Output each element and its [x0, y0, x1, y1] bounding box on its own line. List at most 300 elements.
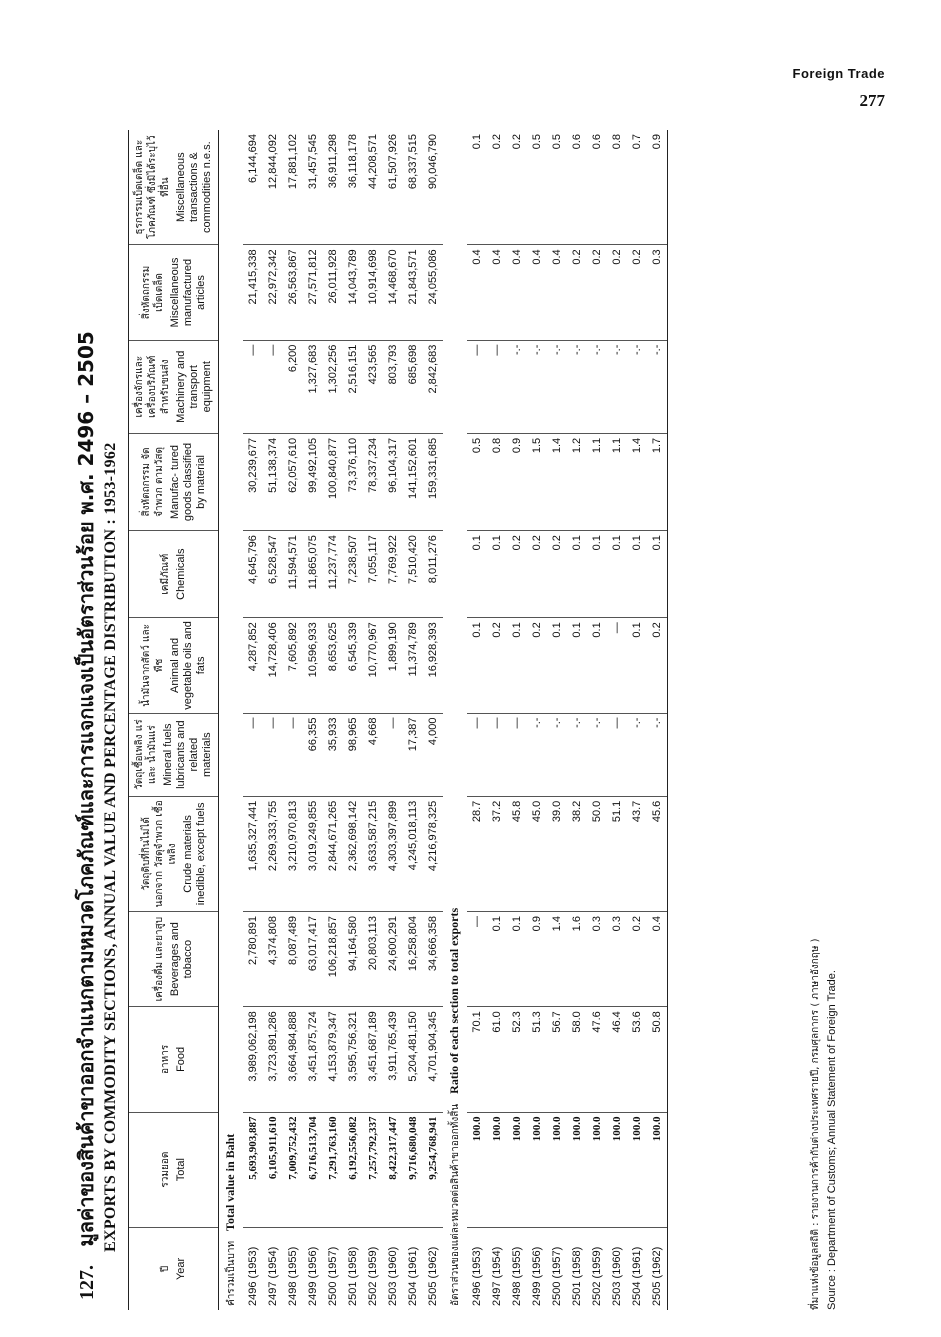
value-cell: 2,269,333,755	[263, 796, 283, 911]
value-cell: -.-	[507, 340, 527, 433]
value-cell: 36,118,178	[343, 130, 363, 245]
table-body	[219, 130, 668, 1310]
value-cell: 3,723,891,286	[263, 1007, 283, 1112]
value-cell: 0.2	[647, 618, 668, 713]
column-header	[129, 796, 219, 911]
section-caption-english: Total value in Baht	[223, 1133, 237, 1231]
table-title	[70, 120, 120, 1300]
value-cell: 0.4	[507, 245, 527, 340]
table-row	[323, 130, 343, 1310]
total-cell: 6,105,911,610	[263, 1112, 283, 1227]
value-cell: —	[283, 713, 303, 796]
value-cell: 24,055,086	[423, 245, 443, 340]
value-cell: 61,507,926	[383, 130, 403, 245]
value-cell: 0.1	[467, 618, 487, 713]
value-cell: 20,803,113	[363, 912, 383, 1007]
value-cell: 37.2	[487, 796, 507, 911]
value-cell: 0.2	[607, 245, 627, 340]
year-cell: 2500 (1957)	[327, 1246, 339, 1306]
value-cell: 50.0	[587, 796, 607, 911]
value-cell: 8,087,489	[283, 912, 303, 1007]
value-cell: 0.6	[587, 130, 607, 245]
value-cell: 3,019,249,855	[303, 796, 323, 911]
value-cell: 7,605,892	[283, 618, 303, 713]
value-cell: 12,844,092	[263, 130, 283, 245]
table-row	[363, 130, 383, 1310]
total-cell: 100.0	[607, 1112, 627, 1227]
table-row	[303, 130, 323, 1310]
total-cell: 9,254,768,941	[423, 1112, 443, 1227]
total-cell: 7,009,752,432	[283, 1112, 303, 1227]
running-section-title: Foreign Trade	[792, 66, 885, 81]
section-caption	[219, 130, 244, 1310]
table-row	[467, 130, 487, 1310]
year-cell: 2502 (1959)	[591, 1246, 603, 1306]
value-cell: -.-	[627, 713, 647, 796]
value-cell: 21,843,571	[403, 245, 423, 340]
total-cell: 7,291,763,160	[323, 1112, 343, 1227]
value-cell: 14,468,670	[383, 245, 403, 340]
value-cell: 6,528,547	[263, 531, 283, 618]
value-cell: 56.7	[547, 1007, 567, 1112]
value-cell: 27,571,812	[303, 245, 323, 340]
value-cell: 0.8	[607, 130, 627, 245]
column-header	[129, 1227, 219, 1310]
ratio-section-row	[443, 130, 467, 1310]
column-header	[129, 433, 219, 530]
year-cell: 2498 (1955)	[287, 1246, 299, 1306]
value-cell: -.-	[587, 340, 607, 433]
value-cell: —	[243, 340, 263, 433]
year-cell: 2505 (1962)	[647, 1227, 668, 1310]
value-cell: 1.4	[627, 433, 647, 530]
value-cell: 1.6	[567, 912, 587, 1007]
total-cell: 100.0	[547, 1112, 567, 1227]
total-cell: 100.0	[467, 1112, 487, 1227]
value-cell: 14,728,406	[263, 618, 283, 713]
value-cell: -.-	[567, 713, 587, 796]
column-header-english: Chemicals	[175, 548, 187, 600]
value-cell: 99,492,105	[303, 433, 323, 530]
column-header-english: Mineral fuels lubricants and related materials	[162, 720, 213, 789]
value-cell: 50.8	[647, 1007, 668, 1112]
value-cell: -.-	[527, 713, 547, 796]
value-cell: 0.2	[487, 618, 507, 713]
column-header-english: Miscellaneous manufactured articles	[168, 257, 207, 328]
value-cell: 6,200	[283, 340, 303, 433]
value-cell: 68,337,515	[403, 130, 423, 245]
column-header-thai: รวมยอด	[160, 1151, 171, 1188]
value-cell: 4,668	[363, 713, 383, 796]
value-cell: 0.2	[527, 618, 547, 713]
value-cell: 3,664,984,888	[283, 1007, 303, 1112]
value-cell: 0.2	[627, 245, 647, 340]
value-cell: -.-	[647, 713, 668, 796]
total-cell: 6,716,513,704	[303, 1112, 323, 1227]
column-header-english: Miscellaneous transactions & commodities n.e.s.	[175, 141, 213, 234]
section-caption-english: Ratio of each section to total exports	[447, 907, 461, 1094]
value-cell: 34,666,358	[423, 912, 443, 1007]
value-cell: 51.1	[607, 796, 627, 911]
value-cell: 0.8	[487, 433, 507, 530]
total-cell: 100.0	[507, 1112, 527, 1227]
year-cell: 2498 (1955)	[511, 1246, 523, 1306]
total-cell: 5,693,903,887	[243, 1112, 263, 1227]
value-cell: 0.4	[467, 245, 487, 340]
title-english: EXPORTS BY COMMODITY SECTIONS, ANNUAL VALUE AND PERCENTAGE DISTRIBUTION : 1953-1962	[102, 442, 119, 1252]
value-cell: —	[467, 340, 487, 433]
value-cell: 2,844,671,265	[323, 796, 343, 911]
value-cell: —	[607, 713, 627, 796]
value-cell: 45.8	[507, 796, 527, 911]
value-cell: —	[263, 713, 283, 796]
value-cell: 58.0	[567, 1007, 587, 1112]
table-row	[383, 130, 403, 1310]
value-cell: 4,216,978,325	[423, 796, 443, 911]
value-cell: 6,545,339	[343, 618, 363, 713]
year-cell: 2503 (1960)	[387, 1246, 399, 1306]
value-cell: 4,701,904,345	[423, 1007, 443, 1112]
value-cell: 6,144,694	[243, 130, 263, 245]
value-cell: 0.1	[547, 618, 567, 713]
year-cell: 2501 (1958)	[347, 1246, 359, 1306]
value-cell: 11,237,774	[323, 531, 343, 618]
value-cell: 0.4	[487, 245, 507, 340]
value-cell: 52.3	[507, 1007, 527, 1112]
value-cell: -.-	[547, 713, 567, 796]
column-header-thai: อาหาร	[160, 1044, 171, 1074]
value-cell: -.-	[547, 340, 567, 433]
value-cell: —	[507, 713, 527, 796]
table-row	[263, 130, 283, 1310]
value-cell: 0.1	[467, 130, 487, 245]
column-header	[129, 245, 219, 340]
column-header-thai: เครื่องดื่ม และยาสูบ	[153, 916, 165, 1002]
value-cell: 7,510,420	[403, 531, 423, 618]
value-cell: 94,164,580	[343, 912, 363, 1007]
exports-table	[128, 130, 668, 1310]
value-cell: 1,635,327,441	[243, 796, 263, 911]
value-cell: 0.1	[507, 912, 527, 1007]
value-cell: 51,138,374	[263, 433, 283, 530]
value-cell: 11,594,571	[283, 531, 303, 618]
source-note	[808, 938, 840, 1310]
value-cell: 36,911,298	[323, 130, 343, 245]
value-cell: 73,376,110	[343, 433, 363, 530]
value-cell: 90,046,790	[423, 130, 443, 245]
value-cell: 31,457,545	[303, 130, 323, 245]
value-cell: 141,152,601	[403, 433, 423, 530]
value-cell: 0.3	[647, 245, 668, 340]
year-cell: 2499 (1956)	[531, 1246, 543, 1306]
value-cell: 38.2	[567, 796, 587, 911]
value-cell: 3,633,587,215	[363, 796, 383, 911]
value-cell: 61.0	[487, 1007, 507, 1112]
value-cell: 1.4	[547, 433, 567, 530]
value-cell: —	[243, 713, 263, 796]
total-cell: 7,257,792,337	[363, 1112, 383, 1227]
value-cell: 0.1	[487, 531, 507, 618]
value-cell: 62,057,610	[283, 433, 303, 530]
value-cell: 2,516,151	[343, 340, 363, 433]
value-cell: 16,928,393	[423, 618, 443, 713]
value-cell: 1.1	[587, 433, 607, 530]
value-cell: 10,770,967	[363, 618, 383, 713]
value-cell: 17,387	[403, 713, 423, 796]
column-header	[129, 713, 219, 796]
value-cell: 1.1	[607, 433, 627, 530]
value-cell: 45.0	[527, 796, 547, 911]
value-cell: 2,362,698,142	[343, 796, 363, 911]
value-cell: 3,595,756,321	[343, 1007, 363, 1112]
table-row	[403, 130, 423, 1310]
value-cell: 3,210,970,813	[283, 796, 303, 911]
value-cell: 4,000	[423, 713, 443, 796]
total-cell: 100.0	[527, 1112, 547, 1227]
year-cell: 2503 (1960)	[611, 1246, 623, 1306]
value-cell: 0.2	[567, 245, 587, 340]
column-header	[129, 340, 219, 433]
column-header	[129, 1007, 219, 1112]
column-header	[129, 618, 219, 713]
value-cell: -.-	[527, 340, 547, 433]
value-cell: 45.6	[647, 796, 668, 911]
value-section-row	[219, 130, 244, 1310]
year-cell: 2504 (1961)	[631, 1246, 643, 1306]
value-cell: 2,780,891	[243, 912, 263, 1007]
year-cell: 2504 (1961)	[407, 1246, 419, 1306]
column-header-english: Food	[175, 1046, 187, 1072]
value-cell: 10,596,933	[303, 618, 323, 713]
total-cell: 9,716,680,048	[403, 1112, 423, 1227]
table-row	[243, 130, 263, 1310]
value-cell: 78,337,234	[363, 433, 383, 530]
value-cell: 10,914,698	[363, 245, 383, 340]
column-header	[129, 912, 219, 1007]
value-cell: 4,245,018,113	[403, 796, 423, 911]
total-cell: 6,192,556,082	[343, 1112, 363, 1227]
value-cell: 0.4	[547, 245, 567, 340]
value-cell: —	[467, 713, 487, 796]
value-cell: 0.2	[587, 245, 607, 340]
column-header-english: Machinery and transport equipment	[175, 350, 213, 423]
column-header	[129, 531, 219, 618]
value-cell: 1,899,190	[383, 618, 403, 713]
value-cell: 35,933	[323, 713, 343, 796]
value-cell: 5,204,481,150	[403, 1007, 423, 1112]
value-cell: 16,258,804	[403, 912, 423, 1007]
column-header-english: Crude materials inedible, except fuels	[181, 802, 207, 906]
value-cell: 28.7	[467, 796, 487, 911]
column-header-thai: เคมีภัณฑ์	[160, 553, 171, 595]
total-cell: 100.0	[647, 1112, 668, 1227]
value-cell: 0.6	[567, 130, 587, 245]
table-row	[567, 130, 587, 1310]
table-row	[507, 130, 527, 1310]
header-row	[129, 130, 219, 1310]
column-header-english: Beverages and tobacco	[168, 922, 194, 997]
value-cell: 0.2	[627, 912, 647, 1007]
column-header-thai: น้ำมันจากสัตว์ และพืช	[140, 624, 165, 707]
value-cell: 106,218,857	[323, 912, 343, 1007]
value-cell: -.-	[607, 340, 627, 433]
column-header-english: Year	[175, 1257, 187, 1281]
value-cell: -.-	[587, 713, 607, 796]
value-cell: 44,208,571	[363, 130, 383, 245]
value-cell: —	[467, 912, 487, 1007]
value-cell: -.-	[627, 340, 647, 433]
year-cell: 2502 (1959)	[367, 1246, 379, 1306]
value-cell: 0.1	[567, 531, 587, 618]
column-header-thai: สิ่งหัตถกรรม เบ็ดเตล็ด	[140, 265, 165, 320]
value-cell: 0.9	[507, 433, 527, 530]
total-cell: 100.0	[487, 1112, 507, 1227]
value-cell: 96,104,317	[383, 433, 403, 530]
source-thai: ที่มาแห่งข้อมูลสถิติ : รายงานการค้ากับต่างประเทศรายปี, กรมศุลกากร ( ภาษาอังกฤษ )	[810, 938, 821, 1310]
value-cell: 2,842,683	[423, 340, 443, 433]
value-cell: 0.2	[507, 531, 527, 618]
value-cell: 3,989,062,198	[243, 1007, 263, 1112]
value-cell: 0.1	[487, 912, 507, 1007]
value-cell: 3,911,765,439	[383, 1007, 403, 1112]
value-cell: 47.6	[587, 1007, 607, 1112]
value-cell: 4,645,796	[243, 531, 263, 618]
value-cell: 1.7	[647, 433, 668, 530]
value-cell: -.-	[647, 340, 668, 433]
total-cell: 100.0	[587, 1112, 607, 1227]
value-cell: 1.4	[547, 912, 567, 1007]
value-cell: 66,355	[303, 713, 323, 796]
value-cell: 24,600,291	[383, 912, 403, 1007]
value-cell: 0.5	[467, 433, 487, 530]
value-cell: 26,563,867	[283, 245, 303, 340]
column-header-thai: วัตถุดิบที่กินไม่ได้ นอกจาก วัสดุจำพวก เชื้อเพลิง	[140, 800, 178, 908]
value-cell: 0.9	[647, 130, 668, 245]
table-row	[423, 130, 443, 1310]
value-cell: 0.1	[507, 618, 527, 713]
value-cell: 0.1	[567, 618, 587, 713]
table-row	[283, 130, 303, 1310]
year-cell: 2499 (1956)	[307, 1246, 319, 1306]
table-row	[487, 130, 507, 1310]
column-header-english: Total	[175, 1158, 187, 1182]
value-cell: 7,238,507	[343, 531, 363, 618]
total-cell: 100.0	[567, 1112, 587, 1227]
source-english: Source : Department of Customs; Annual Statement of Foreign Trade.	[826, 970, 838, 1310]
column-header-thai: ปี	[160, 1265, 171, 1273]
year-cell: 2505 (1962)	[427, 1246, 439, 1306]
value-cell: 26,011,928	[323, 245, 343, 340]
total-cell: 8,422,317,447	[383, 1112, 403, 1227]
value-cell: 30,239,677	[243, 433, 263, 530]
value-cell: 0.9	[527, 912, 547, 1007]
value-cell: 39.0	[547, 796, 567, 911]
section-caption-thai: คำรวมเป็นบาท	[226, 1240, 237, 1306]
value-cell: 43.7	[627, 796, 647, 911]
section-caption	[443, 130, 467, 1310]
value-cell: 22,972,342	[263, 245, 283, 340]
value-cell: 1,327,683	[303, 340, 323, 433]
value-cell: 21,415,338	[243, 245, 263, 340]
year-cell: 2497 (1954)	[267, 1246, 279, 1306]
value-cell: 685,698	[403, 340, 423, 433]
value-cell: 4,303,397,899	[383, 796, 403, 911]
year-cell: 2500 (1957)	[551, 1246, 563, 1306]
value-cell: 0.4	[527, 245, 547, 340]
value-cell: 53.6	[627, 1007, 647, 1112]
value-cell: 1,302,256	[323, 340, 343, 433]
value-cell: 51.3	[527, 1007, 547, 1112]
value-cell: 1.5	[527, 433, 547, 530]
value-cell: 4,153,879,347	[323, 1007, 343, 1112]
column-header-thai: เครื่องจักรและ เครื่องบริภัณฑ์ สำหรับขนส่ง	[134, 355, 171, 418]
value-cell: 0.2	[527, 531, 547, 618]
value-cell: 8,653,625	[323, 618, 343, 713]
value-cell: —	[487, 713, 507, 796]
value-cell: 7,055,117	[363, 531, 383, 618]
column-header-english: Animal and vegetable oils and fats	[168, 621, 207, 710]
value-cell: 0.1	[627, 531, 647, 618]
value-cell: —	[263, 340, 283, 433]
value-cell: 11,865,075	[303, 531, 323, 618]
value-cell: 4,374,808	[263, 912, 283, 1007]
value-cell: 100,840,877	[323, 433, 343, 530]
column-header-thai: สิ่งหัตถกรรม จัดจำพวก ตามวัสดุ	[140, 447, 165, 517]
column-header-thai: ธุรกรรมเบ็ดเตล็ด และโภคภัณฑ์ ซึ่งมิได้ระบุไว้ ที่อื่น	[134, 135, 171, 239]
value-cell: 0.7	[627, 130, 647, 245]
column-header-english: Manufac- tured goods classified by material	[168, 442, 207, 522]
value-cell: 3,451,687,189	[363, 1007, 383, 1112]
value-cell: 0.2	[487, 130, 507, 245]
table-row	[343, 130, 363, 1310]
rotated-table-block	[70, 120, 890, 1310]
value-cell: 423,565	[363, 340, 383, 433]
value-cell: 0.1	[627, 618, 647, 713]
value-cell: 7,769,922	[383, 531, 403, 618]
value-cell: 98,965	[343, 713, 363, 796]
page-header	[793, 66, 885, 111]
table-row	[627, 130, 647, 1310]
table-row	[527, 130, 547, 1310]
year-cell: 2496 (1953)	[247, 1246, 259, 1306]
year-cell: 2497 (1954)	[491, 1246, 503, 1306]
value-cell: 0.2	[547, 531, 567, 618]
table-number: 127.	[76, 1265, 98, 1300]
value-cell: 0.1	[607, 531, 627, 618]
value-cell: 14,043,789	[343, 245, 363, 340]
column-header	[129, 130, 219, 245]
value-cell: —	[607, 618, 627, 713]
value-cell: 0.4	[647, 912, 668, 1007]
column-header	[129, 1112, 219, 1227]
value-cell: 0.1	[647, 531, 668, 618]
value-cell: 0.5	[547, 130, 567, 245]
value-cell: —	[487, 340, 507, 433]
column-header-thai: วัตถุเชื้อเพลิง แร่ และ น้ำมันแร่	[134, 719, 158, 790]
value-cell: 46.4	[607, 1007, 627, 1112]
value-cell: 0.1	[587, 618, 607, 713]
value-cell: 70.1	[467, 1007, 487, 1112]
total-cell: 100.0	[627, 1112, 647, 1227]
value-cell: 63,017,417	[303, 912, 323, 1007]
value-cell: 159,331,685	[423, 433, 443, 530]
value-cell: 8,011,276	[423, 531, 443, 618]
value-cell: 4,287,852	[243, 618, 263, 713]
value-cell: 3,451,875,724	[303, 1007, 323, 1112]
value-cell: 0.3	[607, 912, 627, 1007]
table-row	[587, 130, 607, 1310]
value-cell: 0.2	[507, 130, 527, 245]
